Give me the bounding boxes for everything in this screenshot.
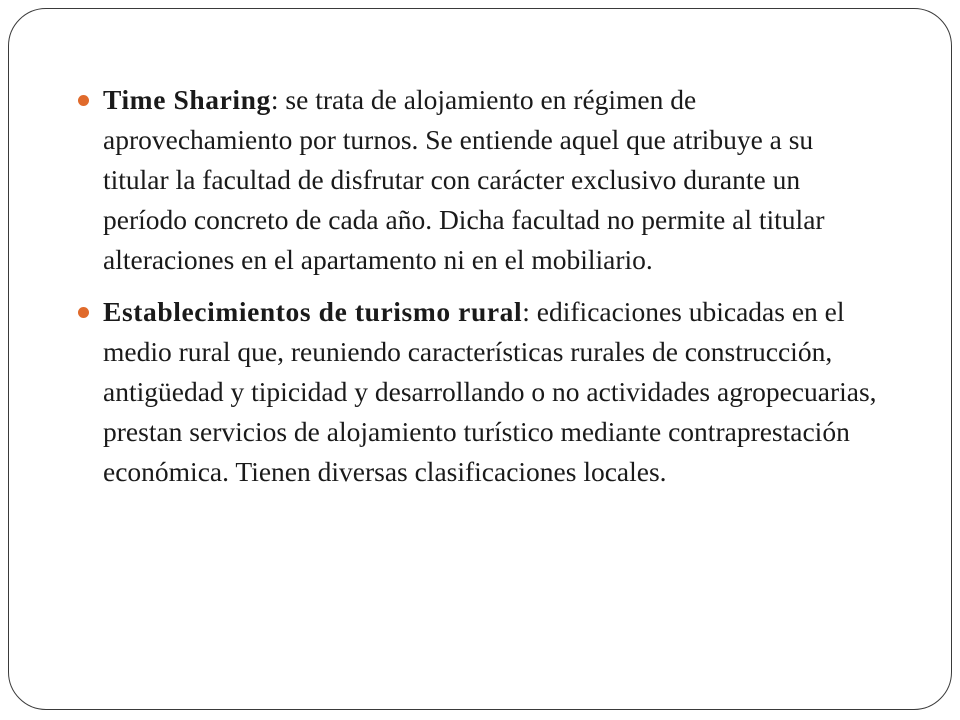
bullet-dot-icon (78, 307, 89, 318)
bullet-text: se trata de alojamiento en régimen de aprovechamiento por turnos. Se entiende aquel que atribuye a su titular la facultad de disfrutar con carácter exclusivo durante un período concreto de cada año. Dicha facultad no permite al titular alteraciones en el apartamento ni en el mobiliario. (103, 84, 825, 275)
bullet-term: Establecimientos de turismo rural (103, 296, 523, 327)
bullet-separator: : (270, 84, 286, 115)
slide-content (78, 80, 878, 504)
bullet-text: edificaciones ubicadas en el medio rural que, reuniendo características rurales de construcción, antigüedad y tipicidad y desarrollando o no actividades agropecuarias, prestan servicios de alojamiento turístico mediante contraprestación económica. Tienen diversas clasificaciones locales. (103, 296, 877, 487)
bullet-dot-icon (78, 95, 89, 106)
bullet-item-time-sharing (78, 80, 878, 280)
bullet-separator: : (522, 296, 537, 327)
bullet-item-turismo-rural (78, 292, 878, 492)
bullet-term: Time Sharing (103, 84, 271, 115)
